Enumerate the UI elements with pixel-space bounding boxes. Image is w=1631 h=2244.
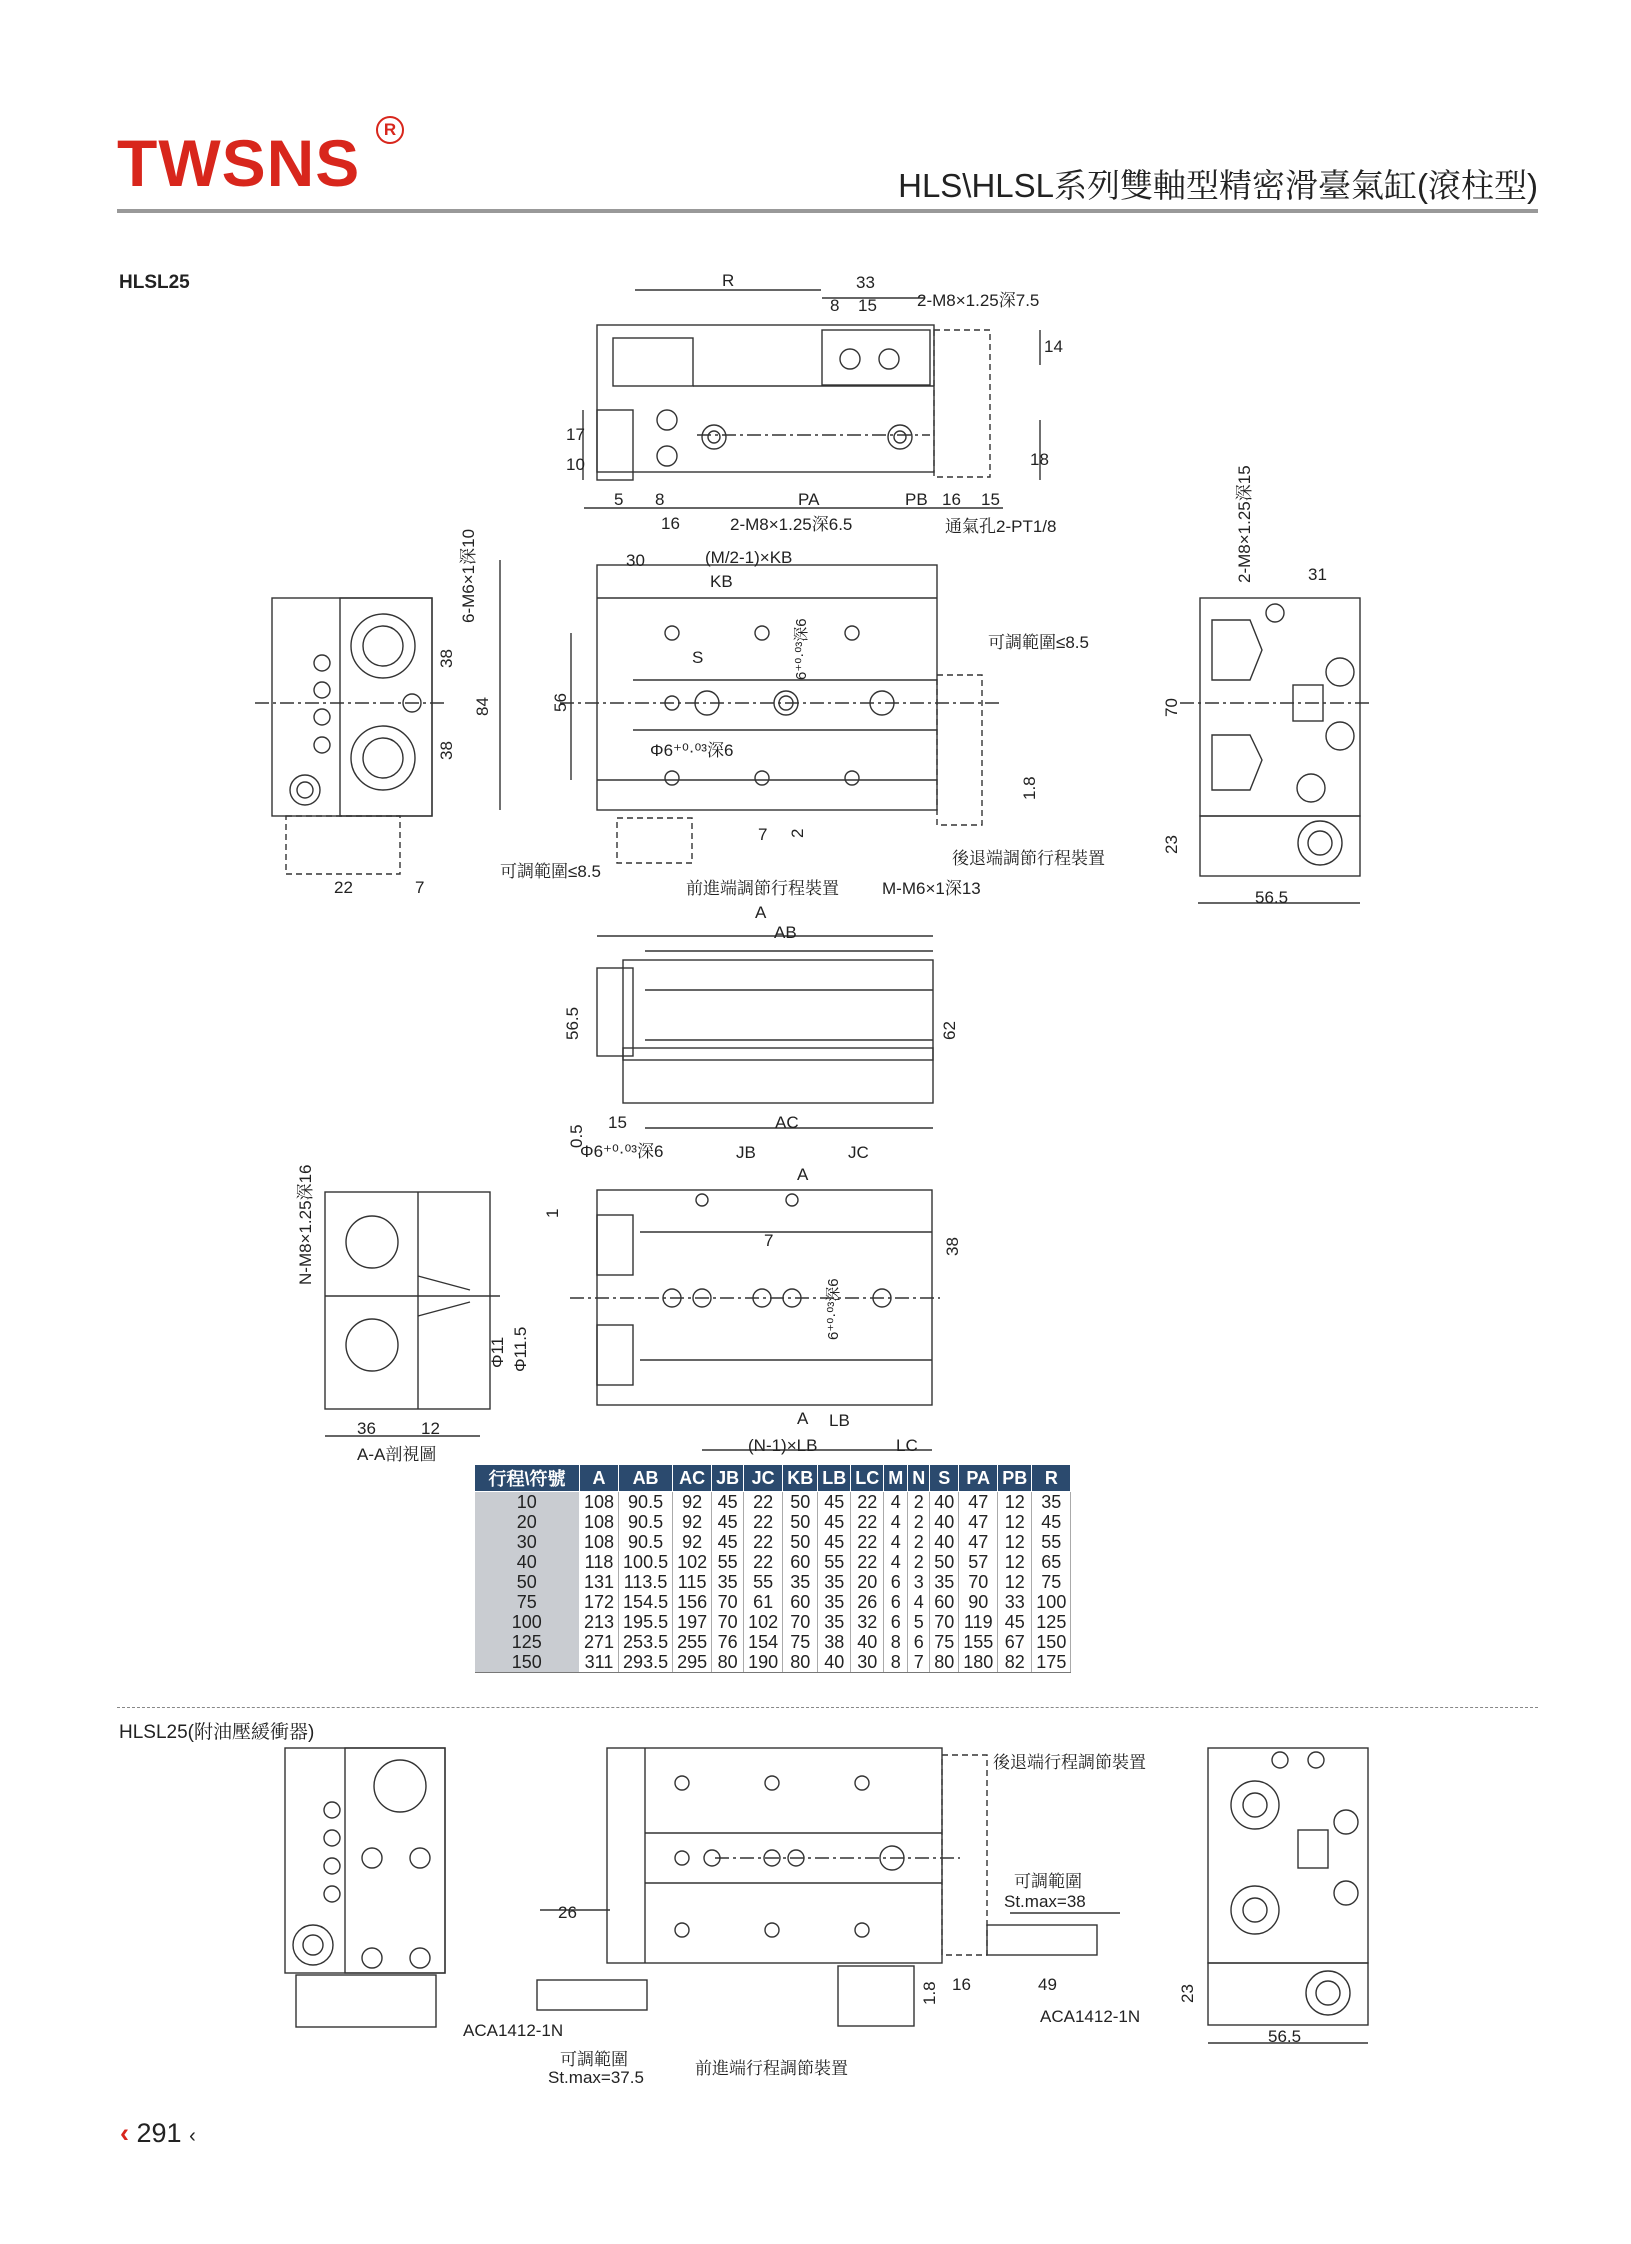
section-divider xyxy=(117,1707,1538,1708)
table-cell: 213 xyxy=(580,1612,619,1632)
table-cell: 2 xyxy=(908,1552,930,1572)
table-cell: 22 xyxy=(744,1552,783,1572)
dim-label: A xyxy=(797,1165,809,1184)
dim-label: 16 xyxy=(942,490,961,509)
dim-label: 84 xyxy=(473,697,492,716)
dim-label: 7 xyxy=(758,825,768,844)
table-cell: 22 xyxy=(851,1492,884,1513)
table-cell: 3 xyxy=(908,1572,930,1592)
table-header: 行程\符號 xyxy=(475,1465,580,1492)
dim-label: 前進端調節行程裝置 xyxy=(686,879,839,898)
table-cell: 22 xyxy=(744,1512,783,1532)
dim-label: 6-M6×1深10 xyxy=(459,528,478,623)
table-cell: 45 xyxy=(818,1492,851,1513)
table-cell: 60 xyxy=(783,1592,818,1612)
table-cell: 6 xyxy=(908,1632,930,1652)
section-label-hlsl25: HLSL25 xyxy=(119,272,190,293)
stroke-cell: 30 xyxy=(475,1532,580,1552)
table-cell: 35 xyxy=(818,1572,851,1592)
table-cell: 22 xyxy=(851,1552,884,1572)
table-cell: 26 xyxy=(851,1592,884,1612)
right-end-view-drawing xyxy=(1180,598,1370,903)
dim-label: 38 xyxy=(943,1237,962,1256)
lower-labels xyxy=(463,1753,1301,2087)
dim-label: JB xyxy=(736,1143,756,1162)
dim-label: N-M8×1.25深16 xyxy=(296,1164,315,1285)
dim-label: PB xyxy=(905,490,928,509)
table-cell: 57 xyxy=(959,1552,998,1572)
dim-label: 2-M8×1.25深6.5 xyxy=(730,515,853,534)
table-cell: 38 xyxy=(818,1632,851,1652)
table-cell: 60 xyxy=(930,1592,959,1612)
table-cell: 8 xyxy=(884,1652,908,1673)
table-cell: 92 xyxy=(673,1492,712,1513)
table-cell: 6 xyxy=(884,1612,908,1632)
table-cell: 90.5 xyxy=(619,1492,673,1513)
table-cell: 125 xyxy=(1032,1612,1071,1632)
dim-label: 62 xyxy=(940,1021,959,1040)
callout-label: ACA1412-1N xyxy=(463,2021,564,2040)
table-cell: 5 xyxy=(908,1612,930,1632)
dim-label: 31 xyxy=(1308,565,1327,584)
table-header-row xyxy=(475,1465,1071,1492)
table-cell: 108 xyxy=(580,1492,619,1513)
table-cell: 4 xyxy=(884,1552,908,1572)
table-header: JC xyxy=(744,1465,783,1492)
dim-label: 26 xyxy=(558,1903,577,1922)
callout-label: 可調範圍 xyxy=(1014,1872,1082,1891)
dim-label: 56.5 xyxy=(1255,888,1289,907)
table-cell: 40 xyxy=(851,1632,884,1652)
table-cell: 197 xyxy=(673,1612,712,1632)
table-cell: 22 xyxy=(851,1512,884,1532)
dim-label: 38 xyxy=(437,649,456,668)
table-cell: 118 xyxy=(580,1552,619,1572)
dim-label: 2 xyxy=(788,828,807,838)
dim-label: 15 xyxy=(858,296,877,315)
section-aa-drawing xyxy=(325,1192,500,1436)
callout-label: 後退端行程調節裝置 xyxy=(993,1753,1146,1772)
table-cell: 12 xyxy=(998,1552,1032,1572)
table-header: AC xyxy=(673,1465,712,1492)
table-header: KB xyxy=(783,1465,818,1492)
table-cell: 115 xyxy=(673,1572,712,1592)
table-cell: 75 xyxy=(783,1632,818,1652)
table-row xyxy=(475,1512,1071,1532)
front-view-labels xyxy=(500,548,1105,898)
dim-label: 8 xyxy=(655,490,665,509)
table-cell: 45 xyxy=(712,1532,744,1552)
table-cell: 70 xyxy=(783,1612,818,1632)
table-cell: 55 xyxy=(712,1552,744,1572)
table-cell: 190 xyxy=(744,1652,783,1673)
table-cell: 22 xyxy=(744,1492,783,1513)
table-cell: 35 xyxy=(783,1572,818,1592)
table-header: PB xyxy=(998,1465,1032,1492)
table-cell: 50 xyxy=(783,1492,818,1513)
table-cell: 40 xyxy=(818,1652,851,1673)
table-row xyxy=(475,1612,1071,1632)
table-cell: 61 xyxy=(744,1592,783,1612)
page-number-value: 291 xyxy=(136,2118,182,2148)
table-cell: 102 xyxy=(673,1552,712,1572)
section-label-hlsl25-shock: HLSL25(附油壓緩衝器) xyxy=(119,1722,315,1743)
callout-label: 可調範圍 xyxy=(560,2050,628,2069)
table-cell: 90.5 xyxy=(619,1512,673,1532)
table-header: R xyxy=(1032,1465,1071,1492)
table-cell: 70 xyxy=(712,1612,744,1632)
callout-label: St.max=37.5 xyxy=(548,2068,644,2087)
dim-label: 2-M8×1.25深7.5 xyxy=(917,291,1040,310)
dim-label: 通氣孔2-PT1/8 xyxy=(945,517,1057,536)
table-cell: 60 xyxy=(783,1552,818,1572)
dim-label: 16 xyxy=(661,514,680,533)
table-row xyxy=(475,1632,1071,1652)
table-cell: 22 xyxy=(744,1532,783,1552)
dim-label: KB xyxy=(710,572,733,591)
table-cell: 100.5 xyxy=(619,1552,673,1572)
stroke-cell: 150 xyxy=(475,1652,580,1673)
table-cell: 47 xyxy=(959,1512,998,1532)
table-cell: 90.5 xyxy=(619,1532,673,1552)
table-cell: 271 xyxy=(580,1632,619,1652)
table-cell: 76 xyxy=(712,1632,744,1652)
table-cell: 50 xyxy=(783,1512,818,1532)
dim-label: R xyxy=(722,271,735,290)
table-cell: 33 xyxy=(998,1592,1032,1612)
callout-label: 前進端行程調節裝置 xyxy=(695,2059,848,2078)
table-cell: 12 xyxy=(998,1492,1032,1513)
dim-label: 6⁺⁰·⁰³深6 xyxy=(793,618,810,680)
table-cell: 55 xyxy=(1032,1532,1071,1552)
top-view-drawing xyxy=(583,290,1040,508)
table-cell: 45 xyxy=(818,1532,851,1552)
table-cell: 80 xyxy=(783,1652,818,1673)
table-cell: 40 xyxy=(930,1492,959,1513)
table-cell: 45 xyxy=(1032,1512,1071,1532)
dim-label: Φ11.5 xyxy=(511,1326,530,1372)
table-cell: 2 xyxy=(908,1492,930,1513)
table-cell: 131 xyxy=(580,1572,619,1592)
dim-label: 1 xyxy=(543,1208,562,1218)
dim-label: 7 xyxy=(764,1231,774,1250)
table-cell: 35 xyxy=(930,1572,959,1592)
table-cell: 253.5 xyxy=(619,1632,673,1652)
table-header: M xyxy=(884,1465,908,1492)
dim-label: 5 xyxy=(614,490,624,509)
dim-label: 16 xyxy=(952,1975,971,1994)
table-row xyxy=(475,1592,1071,1612)
dim-label: 0.5 xyxy=(567,1124,586,1148)
table-cell: 295 xyxy=(673,1652,712,1673)
table-cell: 75 xyxy=(930,1632,959,1652)
page-number xyxy=(120,2118,196,2149)
dim-label: A xyxy=(797,1409,809,1428)
table-cell: 172 xyxy=(580,1592,619,1612)
table-cell: 180 xyxy=(959,1652,998,1673)
dim-label: Φ6⁺⁰·⁰³深6 xyxy=(650,741,734,760)
dim-label: A xyxy=(755,903,767,922)
stroke-cell: 40 xyxy=(475,1552,580,1572)
table-cell: 195.5 xyxy=(619,1612,673,1632)
table-cell: 12 xyxy=(998,1512,1032,1532)
table-cell: 108 xyxy=(580,1512,619,1532)
dim-label: 可調範圍≤8.5 xyxy=(500,862,601,881)
stroke-cell: 75 xyxy=(475,1592,580,1612)
table-cell: 35 xyxy=(712,1572,744,1592)
table-cell: 20 xyxy=(851,1572,884,1592)
table-header: A xyxy=(580,1465,619,1492)
dim-label: 7 xyxy=(415,878,425,897)
table-cell: 175 xyxy=(1032,1652,1071,1673)
table-cell: 311 xyxy=(580,1652,619,1673)
table-cell: 65 xyxy=(1032,1552,1071,1572)
table-cell: 45 xyxy=(998,1612,1032,1632)
brand-logo: TWSNS xyxy=(117,126,361,200)
table-cell: 70 xyxy=(930,1612,959,1632)
table-cell: 92 xyxy=(673,1512,712,1532)
table-row xyxy=(475,1492,1071,1513)
table-cell: 108 xyxy=(580,1532,619,1552)
dim-label: (N-1)×LB xyxy=(748,1436,818,1455)
table-cell: 150 xyxy=(1032,1632,1071,1652)
dim-label: 30 xyxy=(626,551,645,570)
table-row xyxy=(475,1572,1071,1592)
table-cell: 4 xyxy=(908,1592,930,1612)
dim-label: 33 xyxy=(856,273,875,292)
dim-label: 22 xyxy=(334,878,353,897)
dim-label: S xyxy=(692,648,704,667)
dim-label: AB xyxy=(774,923,797,942)
dim-label: 56.5 xyxy=(563,1006,582,1040)
table-cell: 47 xyxy=(959,1532,998,1552)
stroke-cell: 100 xyxy=(475,1612,580,1632)
table-cell: 40 xyxy=(930,1512,959,1532)
dim-label: 23 xyxy=(1162,835,1181,854)
table-cell: 4 xyxy=(884,1492,908,1513)
table-cell: 50 xyxy=(930,1552,959,1572)
table-cell: 4 xyxy=(884,1532,908,1552)
dim-label: 可調範圍≤8.5 xyxy=(988,633,1089,652)
table-cell: 102 xyxy=(744,1612,783,1632)
stroke-cell: 125 xyxy=(475,1632,580,1652)
dim-label: 6⁺⁰·⁰³深6 xyxy=(825,1278,842,1340)
table-cell: 2 xyxy=(908,1512,930,1532)
table-cell: 6 xyxy=(884,1592,908,1612)
table-row xyxy=(475,1552,1071,1572)
table-cell: 70 xyxy=(959,1572,998,1592)
table-cell: 55 xyxy=(818,1552,851,1572)
dim-label: 15 xyxy=(608,1113,627,1132)
table-header: S xyxy=(930,1465,959,1492)
dim-label: 18 xyxy=(1030,450,1049,469)
table-cell: 32 xyxy=(851,1612,884,1632)
dim-label: 1.8 xyxy=(1020,776,1039,800)
dim-label: 17 xyxy=(566,425,585,444)
table-cell: 154.5 xyxy=(619,1592,673,1612)
table-cell: 47 xyxy=(959,1492,998,1513)
dim-label: 38 xyxy=(437,741,456,760)
table-cell: 155 xyxy=(959,1632,998,1652)
dim-label: JC xyxy=(848,1143,869,1162)
table-cell: 45 xyxy=(818,1512,851,1532)
table-header: PA xyxy=(959,1465,998,1492)
bottom-view-drawing xyxy=(570,1190,940,1450)
dim-label: 36 xyxy=(357,1419,376,1438)
table-cell: 35 xyxy=(1032,1492,1071,1513)
table-cell: 113.5 xyxy=(619,1572,673,1592)
table-cell: 6 xyxy=(884,1572,908,1592)
section-caption: A-A剖視圖 xyxy=(357,1445,437,1464)
table-cell: 45 xyxy=(712,1512,744,1532)
dim-label: LB xyxy=(829,1411,850,1430)
table-cell: 45 xyxy=(712,1492,744,1513)
dim-label: 23 xyxy=(1178,1984,1197,2003)
dim-label: 56.5 xyxy=(1268,2027,1302,2046)
stroke-cell: 20 xyxy=(475,1512,580,1532)
dim-label: Φ11 xyxy=(488,1336,507,1368)
table-cell: 255 xyxy=(673,1632,712,1652)
table-cell: 293.5 xyxy=(619,1652,673,1673)
table-cell: 156 xyxy=(673,1592,712,1612)
stroke-cell: 10 xyxy=(475,1492,580,1513)
chevron-left-icon[interactable]: ‹ xyxy=(120,2118,129,2148)
table-cell: 35 xyxy=(818,1612,851,1632)
spec-table xyxy=(474,1464,1071,1673)
table-cell: 70 xyxy=(712,1592,744,1612)
dim-label: 後退端調節行程裝置 xyxy=(952,849,1105,868)
table-cell: 119 xyxy=(959,1612,998,1632)
table-cell: 80 xyxy=(930,1652,959,1673)
table-cell: 80 xyxy=(712,1652,744,1673)
dim-label: 8 xyxy=(830,296,840,315)
lower-left-view-drawing xyxy=(285,1748,445,2027)
dim-label: 70 xyxy=(1162,698,1181,717)
side-view-drawing xyxy=(597,936,933,1128)
table-row xyxy=(475,1532,1071,1552)
dim-label: 10 xyxy=(566,455,585,474)
table-cell: 90 xyxy=(959,1592,998,1612)
dim-label: 2-M8×1.25深15 xyxy=(1235,465,1254,583)
table-cell: 100 xyxy=(1032,1592,1071,1612)
dim-label: 1.8 xyxy=(920,1981,939,2005)
dim-label: 12 xyxy=(421,1419,440,1438)
table-header: N xyxy=(908,1465,930,1492)
table-cell: 22 xyxy=(851,1532,884,1552)
callout-label: ACA1412-1N xyxy=(1040,2007,1141,2026)
table-cell: 154 xyxy=(744,1632,783,1652)
table-cell: 67 xyxy=(998,1632,1032,1652)
table-header: JB xyxy=(712,1465,744,1492)
dim-label: 49 xyxy=(1038,1975,1057,1994)
dim-label: 56 xyxy=(551,693,570,712)
dim-label: PA xyxy=(798,490,820,509)
dim-label: Φ6⁺⁰·⁰³深6 xyxy=(580,1142,664,1161)
table-cell: 30 xyxy=(851,1652,884,1673)
front-view-drawing xyxy=(560,565,1000,863)
table-cell: 2 xyxy=(908,1532,930,1552)
dim-label: AC xyxy=(775,1113,799,1132)
table-cell: 12 xyxy=(998,1572,1032,1592)
top-view-labels xyxy=(566,271,1063,536)
table-cell: 50 xyxy=(783,1532,818,1552)
dim-label: (M/2-1)×KB xyxy=(705,548,793,567)
page-title: HLS\HLSL系列雙軸型精密滑臺氣缸(滾柱型) xyxy=(898,167,1538,204)
table-cell: 40 xyxy=(930,1532,959,1552)
table-header: LB xyxy=(818,1465,851,1492)
dim-label: M-M6×1深13 xyxy=(882,879,981,898)
table-cell: 35 xyxy=(818,1592,851,1612)
table-cell: 55 xyxy=(744,1572,783,1592)
table-header: LC xyxy=(851,1465,884,1492)
dim-label: 14 xyxy=(1044,337,1063,356)
table-cell: 82 xyxy=(998,1652,1032,1673)
table-header: AB xyxy=(619,1465,673,1492)
table-row xyxy=(475,1652,1071,1673)
table-cell: 92 xyxy=(673,1532,712,1552)
table-cell: 12 xyxy=(998,1532,1032,1552)
table-cell: 8 xyxy=(884,1632,908,1652)
lower-right-view-drawing xyxy=(1208,1748,1368,2043)
stroke-cell: 50 xyxy=(475,1572,580,1592)
table-cell: 7 xyxy=(908,1652,930,1673)
chevron-left-small-icon[interactable]: ‹ xyxy=(189,2125,196,2147)
table-cell: 75 xyxy=(1032,1572,1071,1592)
dim-label: 15 xyxy=(981,490,1000,509)
table-cell: 4 xyxy=(884,1512,908,1532)
dim-label: LC xyxy=(896,1436,918,1455)
registered-mark: R xyxy=(376,116,404,144)
callout-label: St.max=38 xyxy=(1004,1892,1086,1911)
